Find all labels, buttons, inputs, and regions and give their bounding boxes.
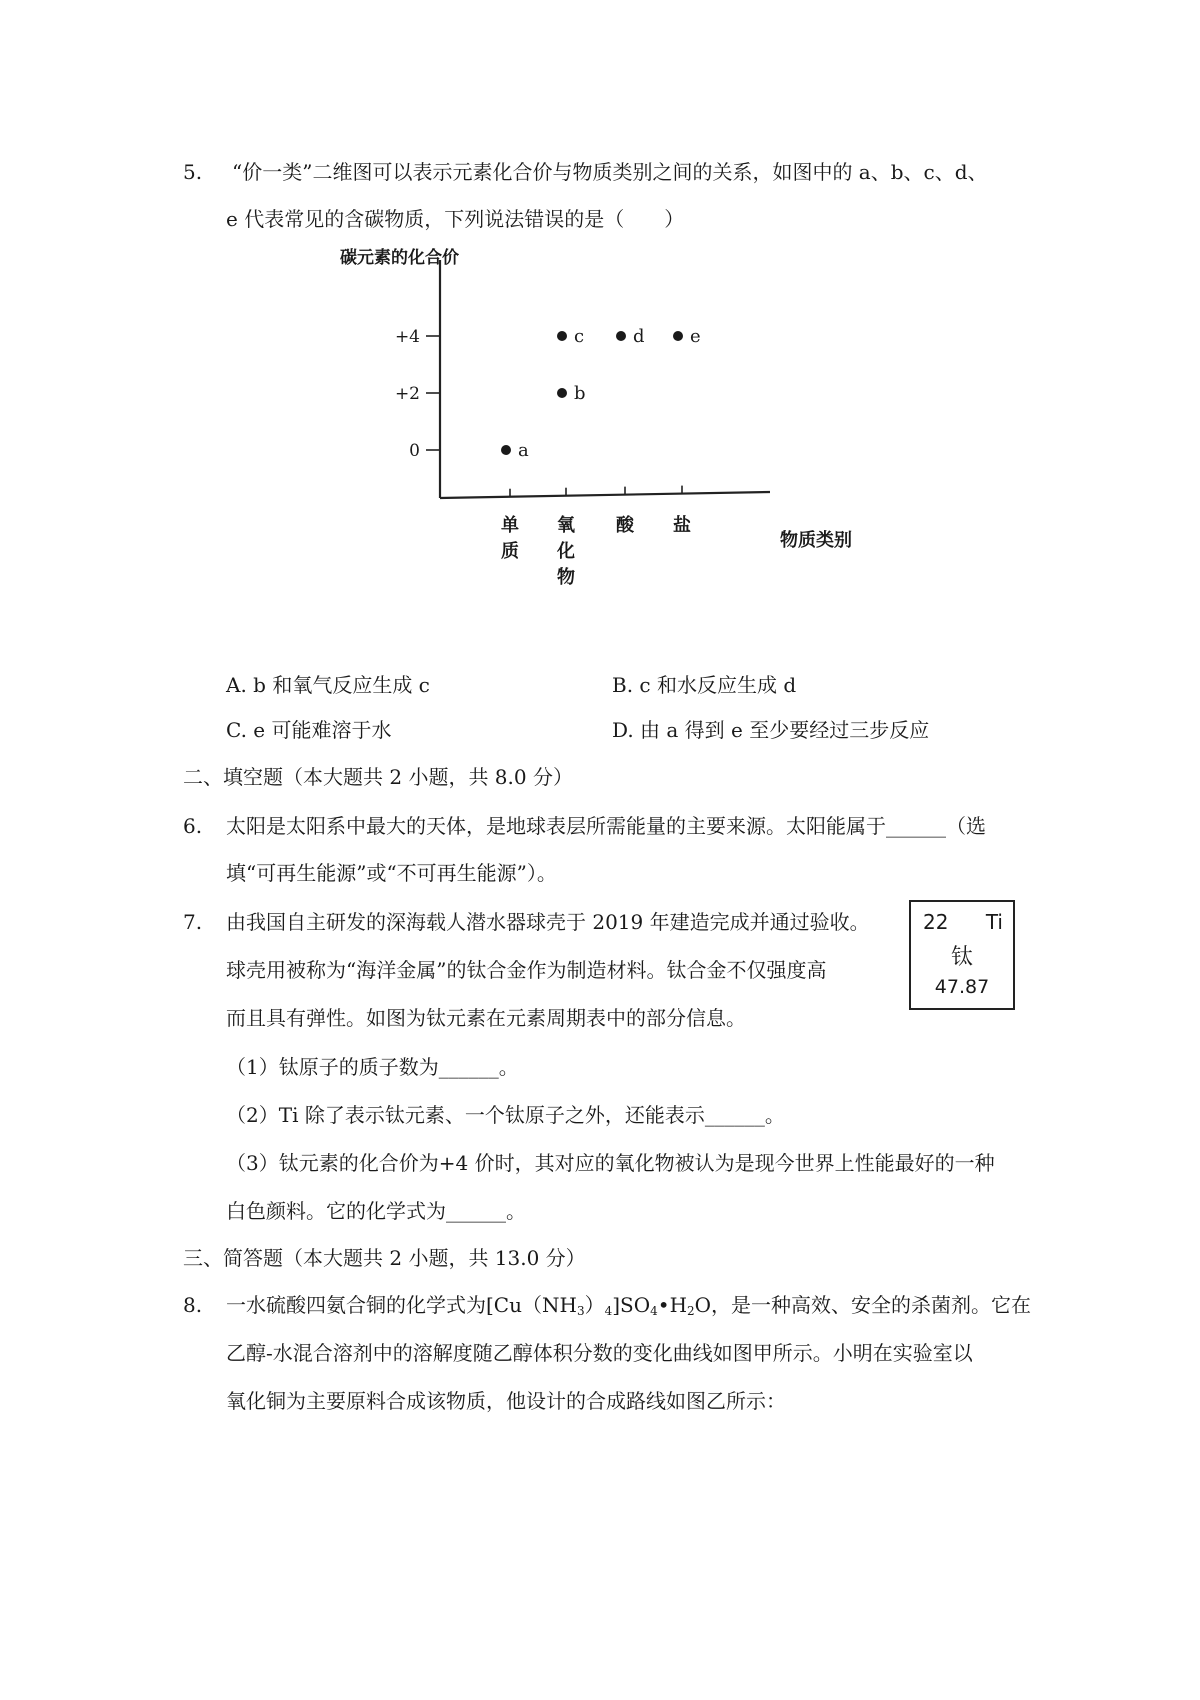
q8-text-line2: 乙醇-水混合溶剂中的溶解度随乙醇体积分数的变化曲线如图甲所示。小明在实验室以 xyxy=(226,1341,973,1365)
q5-text-line2: e 代表常见的含碳物质，下列说法错误的是（ ） xyxy=(226,207,685,231)
data-point xyxy=(616,331,626,341)
y-tick-label: +4 xyxy=(394,327,420,347)
q5-option-a: A. b 和氧气反应生成 c xyxy=(226,673,430,697)
atomic-number: 22 xyxy=(923,910,949,934)
q5-number: 5. xyxy=(183,160,203,184)
q7-sub2: （2）Ti 除了表示钛元素、一个钛原子之外，还能表示______。 xyxy=(226,1103,785,1127)
q8-formula-part5: O，是一种高效、安全的杀菌剂。它在 xyxy=(694,1293,1032,1317)
y-tick-label: +2 xyxy=(394,384,420,404)
q7-number: 7. xyxy=(183,910,203,934)
data-point-label: d xyxy=(633,326,645,347)
chart-axes xyxy=(440,260,770,498)
titanium-element-card xyxy=(909,900,1015,1010)
valence-category-chart xyxy=(330,240,890,620)
x-tick-label: 质 xyxy=(501,541,519,562)
chart-y-ticks xyxy=(395,327,440,461)
x-tick-label: 盐 xyxy=(673,515,691,536)
x-axis xyxy=(440,492,770,498)
data-point-label: b xyxy=(574,383,586,404)
data-point-label: e xyxy=(690,326,701,347)
x-tick-label: 单 xyxy=(501,515,519,536)
q7-text-line1: 由我国自主研发的深海载人潜水器球壳于 2019 年建造完成并通过验收。 xyxy=(226,910,870,934)
q8-formula-part1: 一水硫酸四氨合铜的化学式为[Cu（NH xyxy=(226,1293,577,1317)
q7-text-line3: 而且具有弹性。如图为钛元素在元素周期表中的部分信息。 xyxy=(226,1006,746,1030)
x-tick-label: 物 xyxy=(557,567,575,588)
q8-sub-4b: 4 xyxy=(650,1304,658,1318)
q6-text-line2: 填“可再生能源”或“不可再生能源”）。 xyxy=(226,861,557,885)
q6-text-line1: 太阳是太阳系中最大的天体，是地球表层所需能量的主要来源。太阳能属于______（选 xyxy=(226,814,986,838)
atomic-mass: 47.87 xyxy=(934,976,990,998)
q5-option-d: D. 由 a 得到 e 至少要经过三步反应 xyxy=(612,718,930,742)
q8-sub-4a: 4 xyxy=(604,1304,613,1318)
q5-option-b: B. c 和水反应生成 d xyxy=(612,673,797,697)
x-tick-label: 化 xyxy=(557,541,575,562)
data-point xyxy=(557,331,567,341)
q8-formula-part4: •H xyxy=(657,1293,688,1317)
data-point-label: c xyxy=(574,326,585,347)
q7-sub1: （1）钛原子的质子数为______。 xyxy=(226,1055,519,1079)
q7-sub3-line2: 白色颜料。它的化学式为______。 xyxy=(226,1199,526,1223)
q8-number: 8. xyxy=(183,1293,203,1317)
q8-text-line3: 氧化铜为主要原料合成该物质，他设计的合成路线如图乙所示： xyxy=(226,1389,786,1413)
chart-points xyxy=(501,326,701,461)
q7-sub3-line1: （3）钛元素的化合价为+4 价时，其对应的氧化物被认为是现今世界上性能最好的一种 xyxy=(226,1151,995,1175)
chart-categories xyxy=(501,486,691,588)
q6-number: 6. xyxy=(183,814,203,838)
section2-heading: 二、填空题（本大题共 2 小题，共 8.0 分） xyxy=(183,765,573,789)
data-point xyxy=(673,331,683,341)
section3-heading: 三、简答题（本大题共 2 小题，共 13.0 分） xyxy=(183,1246,586,1270)
data-point-label: a xyxy=(518,440,529,461)
q8-formula-part2: ） xyxy=(584,1293,605,1317)
data-point xyxy=(557,388,567,398)
chart-ylabel: 碳元素的化合价 xyxy=(340,248,459,268)
chart-xlabel: 物质类别 xyxy=(780,530,852,551)
q8-text-line1 xyxy=(226,1290,1031,1326)
data-point xyxy=(501,445,511,455)
q8-sub-2: 2 xyxy=(687,1304,695,1318)
element-name: 钛 xyxy=(950,945,973,970)
q5-text-line1: “价一类”二维图可以表示元素化合价与物质类别之间的关系，如图中的 a、b、c、d、 xyxy=(232,160,988,184)
x-tick-label: 酸 xyxy=(616,515,634,536)
y-tick-label: 0 xyxy=(409,441,420,461)
x-tick-label: 氧 xyxy=(557,515,575,536)
q7-text-line2: 球壳用被称为“海洋金属”的钛合金作为制造材料。钛合金不仅强度高 xyxy=(226,958,827,982)
q8-formula-part3: ]SO xyxy=(612,1293,651,1317)
element-symbol: Ti xyxy=(985,910,1003,934)
q8-sub-3: 3 xyxy=(576,1304,585,1318)
q5-option-c: C. e 可能难溶于水 xyxy=(226,718,392,742)
